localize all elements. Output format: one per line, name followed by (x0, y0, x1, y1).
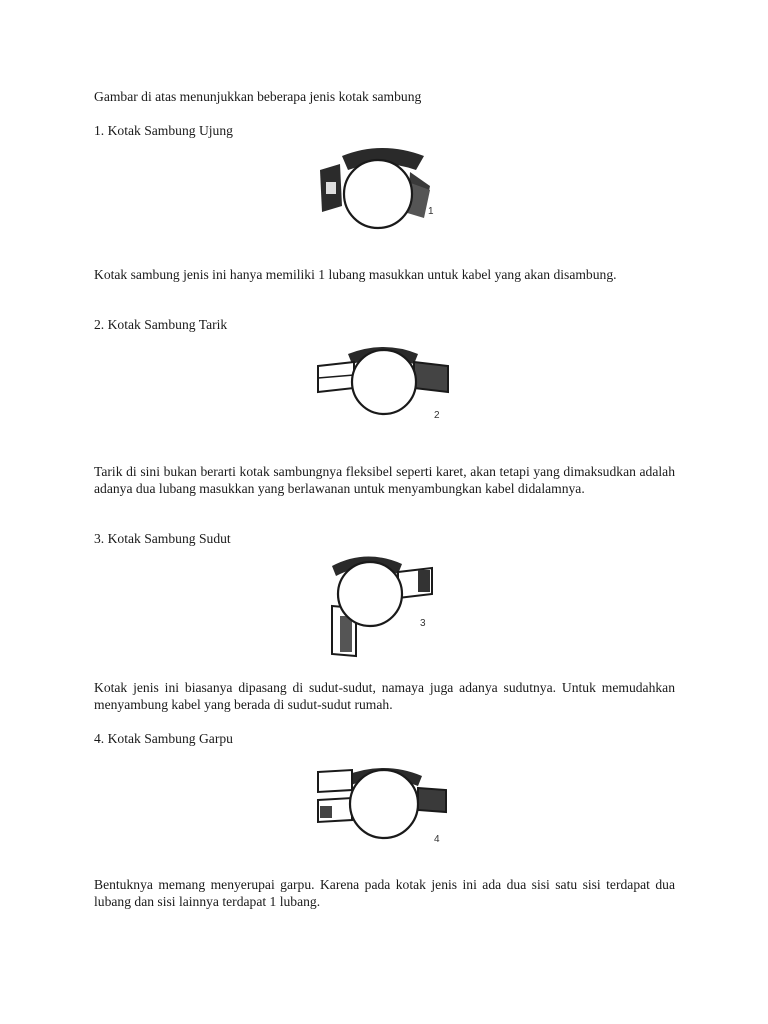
intro-text: Gambar di atas menunjukkan beberapa jenis kotak sambung (94, 89, 422, 104)
figure-3-corner-junction-box (314, 546, 444, 661)
section-1-heading: 1. Kotak Sambung Ujung (94, 123, 233, 138)
figure-1-end-junction-box (312, 142, 447, 247)
figure-2-number: 2 (434, 410, 440, 421)
section-2-description: Tarik di sini bukan berarti kotak sambungnya fleksibel seperti karet, akan tetapi yang dimaksudkan adalah adanya dua lubang masukkan yang berlawanan untuk menyambungkan kabel didalamnya. (94, 464, 675, 496)
section-3-description: Kotak jenis ini biasanya dipasang di sudut-sudut, namaya juga adanya sudutnya. Untuk memudahkan menyambung kabel yang berada di sudut-sudut rumah. (94, 680, 675, 712)
figure-3-number: 3 (420, 618, 426, 629)
figure-4-number: 4 (434, 834, 440, 845)
figure-2-through-junction-box (314, 342, 454, 424)
section-4-heading: 4. Kotak Sambung Garpu (94, 731, 233, 746)
section-2-heading: 2. Kotak Sambung Tarik (94, 317, 228, 332)
section-3-heading: 3. Kotak Sambung Sudut (94, 531, 231, 546)
figure-1-number: 1 (428, 206, 434, 217)
section-4-description: Bentuknya memang menyerupai garpu. Karena pada kotak jenis ini ada dua sisi satu sisi terdapat dua lubang dan sisi lainnya terdapat 1 lubang. (94, 877, 675, 909)
figure-4-fork-junction-box (314, 760, 454, 852)
section-1-description: Kotak sambung jenis ini hanya memiliki 1 lubang masukkan untuk kabel yang akan disambung. (94, 267, 617, 282)
